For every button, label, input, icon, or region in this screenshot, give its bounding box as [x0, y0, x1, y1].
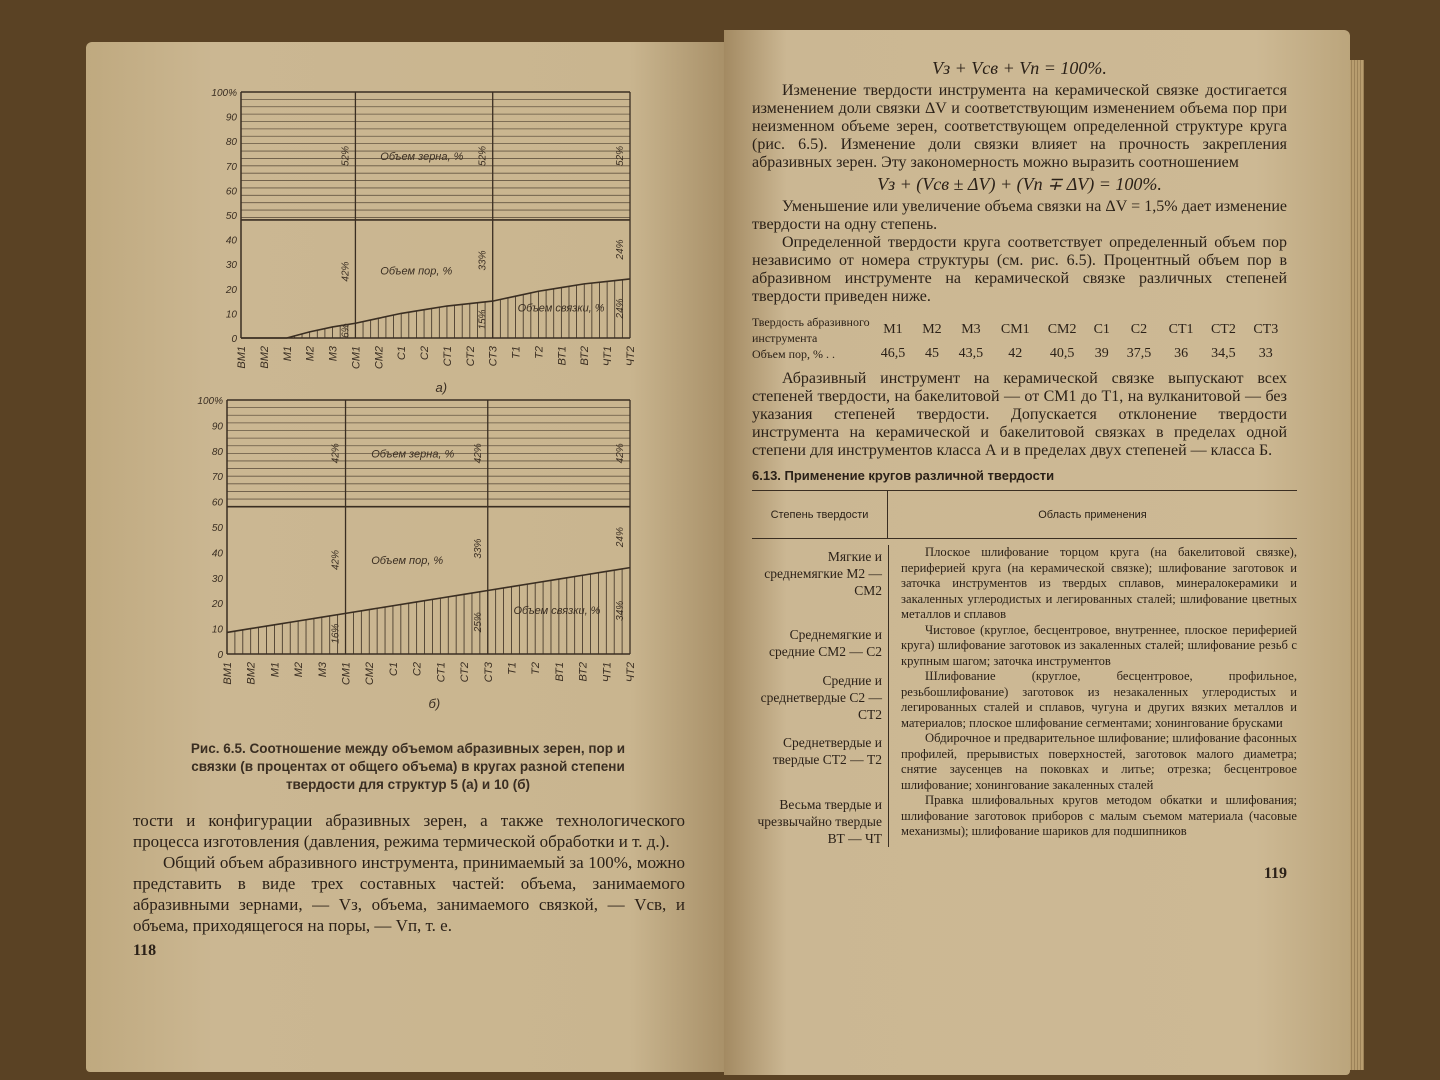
x-tick-label: СМ2: [373, 346, 386, 370]
left-paragraph-2: Общий объем абразивного инструмента, принимаемый за 100%, можно представить в виде трех составных частей: объема, занимаемого абразивными зернами, — Vз, объема, занимаемого связкой, — Vсв, и объема, приходящегося на поры, — Vп, т. е.: [133, 853, 685, 935]
dimension-annotation: 52%: [477, 145, 489, 166]
y-tick-label: 10: [211, 624, 223, 636]
dimension-annotation: 42%: [472, 443, 484, 464]
table-row: [752, 669, 1297, 731]
formula-2: Vз + (Vсв ± ΔV) + (Vп ∓ ΔV) = 100%.: [877, 174, 1162, 194]
grade: CT2: [1210, 322, 1236, 337]
y-tick-label: 30: [211, 573, 223, 585]
x-tick-label: ЧТ1: [602, 346, 615, 367]
dimension-annotation: 33%: [472, 538, 484, 559]
bond-curve: [227, 568, 630, 633]
table-row: [752, 623, 1297, 670]
dimension-annotation: 24%: [615, 239, 626, 260]
grade: M2: [922, 322, 942, 337]
dimension-annotation: 42%: [615, 443, 626, 464]
x-tick-label: СТ1: [435, 662, 448, 683]
dimension-annotation: 6%: [340, 323, 352, 338]
pore-value: 37,5: [1126, 346, 1152, 361]
page-number-left: 118: [133, 942, 157, 959]
x-tick-label: ВТ2: [577, 662, 590, 682]
pore-value: 33: [1258, 346, 1273, 361]
table-title: 6.13. Применение кругов различной твердости: [752, 468, 1055, 483]
y-tick-label: 50: [225, 211, 237, 222]
use-cell: Правка шлифовальных кругов методом обкатки и шлифования; шлифование заготовок приборов с малым съемом материала (часовые механизмы); шлифование шариков для подшипников: [888, 793, 1297, 847]
x-tick-label: С2: [419, 346, 432, 361]
x-tick-label: ВМ2: [245, 662, 258, 685]
x-tick-label: Т2: [533, 346, 546, 359]
x-tick-label: М2: [293, 662, 306, 678]
use-cell: Шлифование (круглое, бесцентровое, профильное, резьбошлифование) заготовок из незакаленных углеродистых и легированных сталей и сплавов, чугуна и других вязких металлов и материалов; плоское шлифование сегментами; хонингование брусками: [888, 669, 1297, 731]
pore-value: 40,5: [1049, 346, 1075, 361]
x-tick-label: СМ1: [340, 662, 353, 686]
y-tick-label: 30: [225, 260, 237, 272]
dimension-annotation: 24%: [615, 298, 626, 319]
right-paragraph-3: Определенной твердости круга соответствует определенный объем пор независимо от номера структуры (см. рис. 6.5). Процентный объем пор в абразивном инструменте на керамической связке различных степеней твердости приведен ниже.: [752, 234, 1287, 305]
x-tick-label: ВТ1: [556, 346, 569, 366]
right-paragraph-4: Абразивный инструмент на керамической связке выпускают всех степеней твердости, на бакелитовой — от СМ1 до Т1, на вулканитовой — без указания степеней твердости. Допускается отклонение твердости инструмента на керамической и бакелитовой связках в пределах одной степени для инструментов класса А и в пределах двух степеней — класса Б.: [752, 370, 1287, 459]
region-label-bond: Объем связки, %: [513, 605, 601, 618]
x-tick-label: С1: [387, 662, 400, 677]
dimension-annotation: 52%: [615, 145, 626, 166]
x-tick-label: М3: [316, 662, 329, 678]
table-body: [752, 539, 1297, 857]
y-tick-label: 0: [231, 334, 237, 345]
hardness-row: [752, 314, 1287, 346]
pore-value: 42: [1008, 346, 1023, 361]
x-tick-label: ВТ2: [579, 346, 592, 366]
x-tick-label: Т1: [510, 346, 523, 359]
grade-cell: Средние и среднетвердые С2 — СТ2: [760, 673, 882, 722]
y-tick-label: 10: [225, 309, 237, 321]
pore-value: 45: [924, 346, 939, 361]
x-tick-label: ЧТ2: [625, 662, 637, 683]
y-tick-label: 20: [211, 599, 223, 611]
grade-cell: Среднетвердые и твердые СТ2 — Т2: [772, 735, 882, 767]
hardness-pore-table: [752, 314, 1287, 362]
grade: M1: [883, 322, 903, 337]
dimension-annotation: 25%: [472, 612, 484, 633]
hardness-application-table: [752, 490, 1297, 857]
right-paragraph-1: Изменение твердости инструмента на керамической связке достигается изменением доли связки ΔV и соответствующим изменением объема пор при неизменном объеме зерен, соответствующем определенной структуре круга (рис. 6.5). Изменение доли связки влияет на прочность закрепления абразивных зерен. Эту закономерность можно выразить соотношением: [752, 82, 1287, 171]
y-tick-label: 80: [211, 446, 223, 458]
pore-value: 43,5: [958, 346, 984, 361]
grade: CM1: [1000, 322, 1030, 337]
y-tick-label: 60: [225, 186, 237, 198]
y-tick-label: 100%: [197, 396, 223, 407]
pore-volume-row: [752, 346, 1287, 362]
x-tick-label: СТ3: [487, 346, 500, 367]
grade-cell: Мягкие и среднемягкие М2 — СМ2: [764, 549, 882, 598]
pore-value: 36: [1174, 346, 1189, 361]
x-tick-label: ВМ1: [222, 662, 234, 685]
header-grade: Степень твердости: [752, 491, 888, 538]
figure-panel-a: [200, 80, 670, 400]
x-tick-label: ВТ1: [553, 662, 566, 682]
dimension-annotation: 42%: [340, 261, 352, 282]
left-paragraph-1: тости и конфигурации абразивных зерен, а также технологического процесса изготовления (давления, режима термической обработки и т. д.).: [133, 811, 685, 851]
x-tick-label: М2: [304, 346, 317, 362]
right-page-text: [752, 56, 1297, 883]
x-tick-label: ЧТ1: [601, 662, 614, 683]
table-row: [752, 793, 1297, 857]
grade: M3: [961, 322, 981, 337]
grade: CM2: [1047, 322, 1077, 337]
y-tick-label: 100%: [211, 88, 237, 99]
left-page-text: [133, 740, 685, 960]
dimension-annotation: 15%: [477, 309, 489, 330]
header-use: Область применения: [1038, 508, 1147, 521]
x-tick-label: М3: [327, 346, 340, 362]
figure-caption: Рис. 6.5. Соотношение между объемом абразивных зерен, пор и связки (в процентах от общего объема) в кругах разной степени твердости для структур 5 (а) и 10 (б): [190, 741, 626, 792]
table-header: [752, 490, 1297, 539]
pore-value: 46,5: [880, 346, 906, 361]
x-tick-label: Т1: [506, 662, 519, 675]
dimension-annotation: 33%: [477, 250, 489, 271]
figure-panel-b: [195, 392, 670, 732]
x-tick-label: СМ1: [350, 346, 363, 370]
dimension-annotation: 42%: [330, 550, 342, 571]
region-label-pores: Объем пор, %: [371, 555, 444, 568]
x-tick-label: СТ2: [459, 662, 472, 683]
region-label-bond: Объем связки, %: [517, 302, 605, 315]
y-tick-label: 60: [211, 497, 223, 509]
page-number-right: 119: [1263, 865, 1287, 882]
hardness-label: Твердость абразивного инструмента: [752, 315, 870, 345]
dimension-annotation: 16%: [330, 623, 342, 644]
y-tick-label: 80: [225, 137, 237, 149]
y-tick-label: 90: [225, 112, 237, 124]
region-label-grain: Объем зерна, %: [380, 150, 464, 163]
y-tick-label: 90: [211, 421, 223, 433]
x-tick-label: ВМ1: [236, 346, 248, 369]
x-tick-label: СМ2: [364, 662, 377, 686]
x-tick-label: С2: [411, 662, 424, 677]
grade: C2: [1130, 322, 1148, 337]
region-label-grain: Объем зерна, %: [371, 448, 455, 461]
grade: C1: [1093, 322, 1110, 337]
x-tick-label: СТ1: [441, 346, 454, 367]
dimension-annotation: 42%: [330, 443, 342, 464]
x-tick-label: СТ2: [464, 346, 477, 367]
dimension-annotation: 24%: [615, 527, 626, 548]
pore-value: 39: [1094, 346, 1109, 361]
pore-volume-label: Объем пор, % . .: [752, 347, 836, 361]
grade-cell: Среднемягкие и средние СМ2 — С2: [768, 626, 882, 659]
y-tick-label: 40: [225, 235, 237, 247]
region-label-pores: Объем пор, %: [380, 265, 453, 278]
dimension-annotation: 52%: [340, 145, 352, 166]
x-tick-label: СТ3: [482, 662, 495, 683]
grade: CT3: [1253, 322, 1279, 337]
use-cell: Чистовое (круглое, бесцентровое, внутреннее, плоское периферией круга) шлифование заготовок из закаленных сталей; шлифование резьб с крупным шагом; заточка инструментов: [888, 623, 1297, 670]
y-tick-label: 70: [225, 161, 237, 173]
y-tick-label: 70: [211, 472, 223, 484]
table-row: [752, 539, 1297, 623]
x-tick-label: ВМ2: [258, 346, 271, 369]
y-tick-label: 40: [211, 548, 223, 560]
x-tick-label: С1: [396, 346, 409, 361]
y-tick-label: 20: [225, 284, 237, 296]
x-tick-label: Т2: [530, 662, 543, 675]
formula-1: Vз + Vсв + Vп = 100%.: [932, 58, 1107, 78]
right-paragraph-2: Уменьшение или увеличение объема связки на ΔV = 1,5% дает изменение твердости на одну степень.: [752, 198, 1287, 233]
panel-label: а): [435, 380, 448, 395]
y-tick-label: 0: [217, 650, 223, 661]
use-cell: Плоское шлифование торцом круга (на бакелитовой связке), периферией круга (на керамической связке); шлифование заготовок и заточка инструментов из твердых сплавов, минералокерамики и закаленных углеродистых и легированных сталей; шлифование цветных металлов и сплавов: [888, 545, 1297, 623]
dimension-annotation: 34%: [615, 600, 626, 621]
table-row: [752, 731, 1297, 793]
grade-cell: Весьма твердые и чрезвычайно твердые ВТ — ЧТ: [757, 797, 882, 846]
x-tick-label: М1: [281, 346, 294, 362]
pore-value: 34,5: [1211, 346, 1236, 361]
use-cell: Обдирочное и предварительное шлифование; шлифование фасонных профилей, прерывистых поверхностей, заготовок малого диаметра; снятие заусенцев на поковках и литье; отрезка; бесцентровое шлифование; хонингование закаленных сталей: [888, 731, 1297, 793]
grade: CT1: [1168, 322, 1194, 337]
y-tick-label: 50: [211, 523, 223, 534]
x-tick-label: М1: [269, 662, 282, 678]
panel-label: б): [428, 696, 441, 711]
x-tick-label: ЧТ2: [625, 346, 637, 367]
